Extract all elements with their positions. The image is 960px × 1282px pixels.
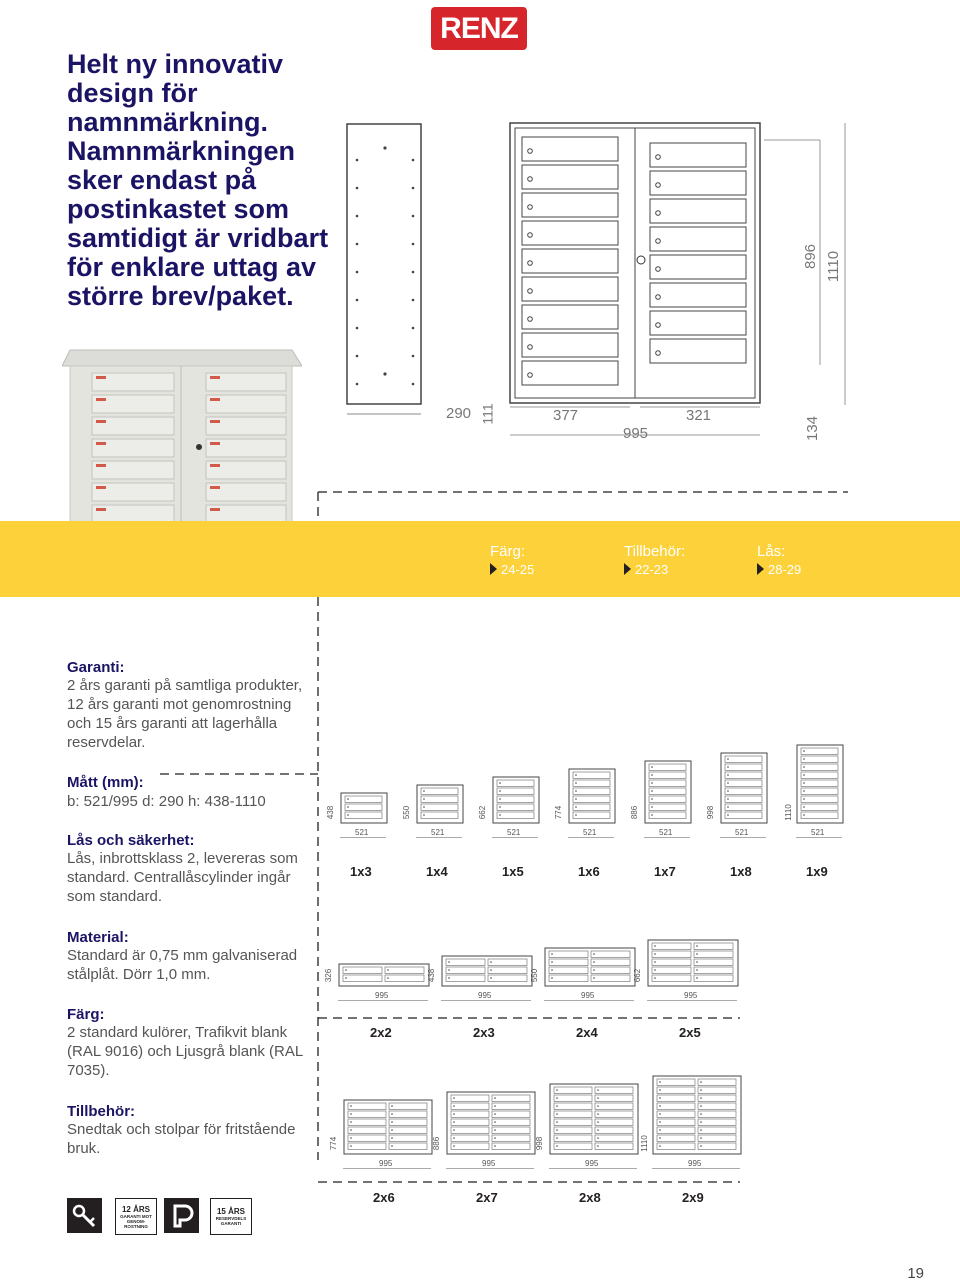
farg-body: 2 standard kulörer, Trafikvit blank (RAL 9016) och Ljusgrå blank (RAL 7035).	[67, 1024, 303, 1079]
dimension-line	[544, 1000, 634, 1001]
cabinet-drawing	[441, 955, 533, 987]
configuration-label: 1x5	[502, 864, 524, 879]
band-farg-ref[interactable]: 24-25	[490, 562, 534, 577]
las-body: Lås, inbrottsklass 2, levereras som standard. Centrallåscylinder ingår som standard.	[67, 850, 298, 905]
cabinet-width-label: 521	[583, 828, 597, 837]
dimension-line	[492, 837, 538, 838]
cabinet-height-label: 550	[530, 968, 540, 983]
cabinet-drawing	[652, 1075, 742, 1155]
cabinet-height-label: 1110	[639, 1135, 649, 1152]
cabinet-drawing	[446, 1091, 536, 1155]
cabinet-width-label: 995	[478, 991, 492, 1000]
cabinet-width-label: 521	[431, 828, 445, 837]
garanti-title: Garanti:	[67, 659, 125, 676]
dim-377: 377	[553, 407, 579, 424]
cabinet-height-label: 774	[554, 805, 564, 820]
cabinet-height-label: 886	[630, 805, 640, 820]
renz-logo: RENZ	[431, 7, 527, 50]
cabinet-height-label: 438	[326, 805, 336, 820]
configuration-label: 2x3	[473, 1025, 495, 1040]
dimension-line	[446, 1168, 534, 1169]
configuration-label: 1x3	[350, 864, 372, 879]
farg-section	[67, 1006, 312, 1080]
cabinet-height-label: 438	[427, 968, 437, 983]
cabinet-drawing	[340, 792, 388, 824]
dim-321: 321	[686, 407, 712, 424]
headline: Helt ny innovativ design för namnmärkning. Namnmärkningen sker endast på postinkastet som samtidigt är vridbart för enklare uttag av större brev/paket.	[67, 49, 329, 311]
cabinet-width-label: 995	[379, 1159, 393, 1168]
tillbehor-section	[67, 1103, 307, 1158]
cabinet-width-label: 521	[659, 828, 673, 837]
material-body: Standard är 0,75 mm galvaniserad stålplåt. Dörr 1,0 mm.	[67, 947, 298, 983]
garanti-body: 2 års garanti på samtliga produkter, 12 års garanti mot genomrostning och 15 års garanti att lagerhålla reservdelar.	[67, 677, 303, 751]
cabinet-height-label: 774	[329, 1136, 339, 1151]
band-las-ref[interactable]: 28-29	[757, 562, 801, 577]
cabinet-height-label: 886	[432, 1136, 442, 1151]
las-section	[67, 832, 307, 906]
cabinet-height-label: 662	[633, 968, 643, 983]
dim-995: 995	[623, 425, 649, 442]
material-section	[67, 929, 307, 984]
cabinet-drawing	[492, 776, 540, 824]
configuration-label: 2x7	[476, 1190, 498, 1205]
cabinet-drawing	[544, 947, 636, 987]
cabinet-height-label: 550	[402, 805, 412, 820]
reference-band	[0, 521, 960, 597]
dimension-line	[340, 837, 386, 838]
dimension-line	[416, 837, 462, 838]
configuration-label: 2x8	[579, 1190, 601, 1205]
cabinet-drawing	[796, 744, 844, 824]
dim-1110: 1110	[825, 250, 843, 283]
cabinet-drawing	[720, 752, 768, 824]
cabinet-height-label: 998	[706, 805, 716, 820]
cabinet-drawing	[647, 939, 739, 987]
dim-111: 111	[479, 403, 496, 425]
band-las-label: Lås:	[757, 543, 786, 560]
dimension-line	[343, 1168, 431, 1169]
cabinet-drawing	[568, 768, 616, 824]
garanti12-badge	[115, 1198, 157, 1235]
garanti15-num: 15 ÅRS	[216, 1207, 245, 1216]
dimension-line	[796, 837, 842, 838]
cabinet-width-label: 521	[507, 828, 521, 837]
configuration-label: 2x9	[682, 1190, 704, 1205]
garanti12-num: 12 ÅRS	[121, 1205, 150, 1214]
cabinet-drawing	[549, 1083, 639, 1155]
lock-icon-badge	[164, 1198, 199, 1233]
cabinet-width-label: 521	[355, 828, 369, 837]
cabinet-width-label: 995	[581, 991, 595, 1000]
dimension-line	[338, 1000, 428, 1001]
dimension-line	[647, 1000, 737, 1001]
dim-896: 896	[802, 243, 820, 270]
cabinet-width-label: 995	[684, 991, 698, 1000]
cabinet-height-label: 662	[478, 805, 488, 820]
garanti12-text: GARANTI MOT GENOM-ROSTNING	[120, 1214, 152, 1229]
farg-title: Färg:	[67, 1006, 105, 1023]
material-title: Material:	[67, 929, 129, 946]
garanti15-text: RESERVDELS GARANTI	[215, 1216, 247, 1226]
configuration-label: 2x2	[370, 1025, 392, 1040]
cabinet-drawing	[338, 963, 430, 987]
key-icon-badge	[67, 1198, 102, 1233]
cabinet-width-label: 995	[482, 1159, 496, 1168]
band-farg-label: Färg:	[490, 543, 526, 560]
dimension-line	[441, 1000, 531, 1001]
cabinet-width-label: 995	[375, 991, 389, 1000]
configuration-label: 1x4	[426, 864, 448, 879]
dimension-line	[652, 1168, 740, 1169]
key-icon	[67, 1198, 102, 1233]
matt-title: Mått (mm):	[67, 774, 148, 791]
tillbehor-title: Tillbehör:	[67, 1103, 136, 1120]
band-tillbehor-label: Tillbehör:	[624, 543, 686, 560]
dimension-line	[549, 1168, 637, 1169]
configuration-label: 1x7	[654, 864, 676, 879]
configuration-label: 2x4	[576, 1025, 598, 1040]
cabinet-drawing	[416, 784, 464, 824]
cabinet-height-label: 1110	[783, 804, 793, 821]
lock-icon	[164, 1198, 199, 1233]
configuration-label: 1x9	[806, 864, 828, 879]
las-title: Lås och säkerhet:	[67, 832, 195, 849]
cabinet-width-label: 995	[585, 1159, 599, 1168]
dim-depth: 290	[446, 405, 472, 422]
garanti-section	[67, 659, 312, 752]
page-number: 19	[907, 1265, 924, 1282]
dim-134: 134	[804, 415, 822, 442]
configuration-label: 2x6	[373, 1190, 395, 1205]
band-tillbehor-ref[interactable]: 22-23	[624, 562, 668, 577]
cabinet-width-label: 521	[735, 828, 749, 837]
garanti15-badge	[210, 1198, 252, 1235]
matt-body: b: 521/995 d: 290 h: 438-1110	[67, 793, 266, 810]
cabinet-width-label: 995	[688, 1159, 702, 1168]
dimension-line	[644, 837, 690, 838]
cabinet-width-label: 521	[811, 828, 825, 837]
dimension-line	[720, 837, 766, 838]
cabinet-height-label: 326	[324, 968, 334, 983]
configuration-label: 2x5	[679, 1025, 701, 1040]
matt-section	[67, 774, 317, 811]
configuration-label: 1x8	[730, 864, 752, 879]
cabinet-drawing	[644, 760, 692, 824]
dimension-line	[568, 837, 614, 838]
tillbehor-body: Snedtak och stolpar för fritstående bruk.	[67, 1121, 296, 1157]
cabinet-height-label: 998	[535, 1136, 545, 1151]
configuration-label: 1x6	[578, 864, 600, 879]
cabinet-drawing	[343, 1099, 433, 1155]
